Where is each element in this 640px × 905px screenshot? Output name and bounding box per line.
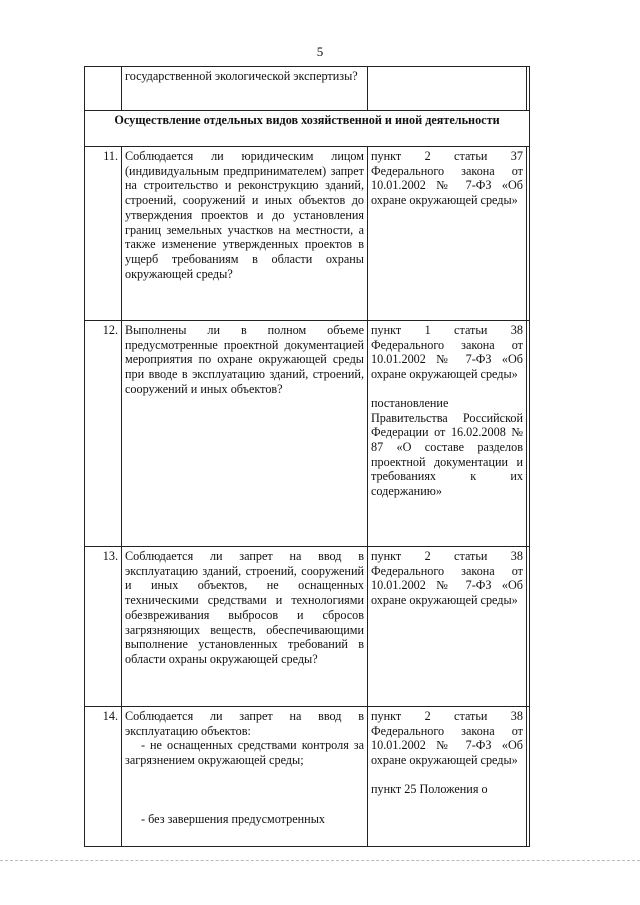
note-cell bbox=[527, 67, 530, 111]
table-row bbox=[85, 147, 530, 321]
law-reference bbox=[368, 707, 527, 847]
row-number-cell bbox=[85, 67, 122, 111]
note-cell bbox=[527, 707, 530, 847]
section-row bbox=[85, 111, 530, 147]
question-sub-2: - без завершения предусмотренных bbox=[141, 811, 325, 826]
checklist-table bbox=[84, 66, 530, 847]
question-intro: Соблюдается ли запрет на ввод в эксплуатацию объектов: bbox=[125, 709, 364, 738]
row-number: 12. bbox=[85, 321, 122, 547]
scan-edge-line bbox=[0, 860, 640, 862]
note-cell bbox=[527, 547, 530, 707]
question-text: Выполнены ли в полном объеме предусмотренные проектной документацией мероприятия по охране окружающей среды при вводе в эксплуатацию зданий, строений, сооружений и иных объектов? bbox=[122, 321, 368, 547]
note-cell bbox=[527, 147, 530, 321]
section-heading: Осуществление отдельных видов хозяйственной и иной деятельности bbox=[85, 111, 530, 147]
table-row bbox=[85, 67, 530, 111]
law-reference bbox=[368, 321, 527, 547]
question-sub-1: - не оснащенных средствами контроля за загрязнением окружающей среды; bbox=[125, 738, 364, 768]
note-cell bbox=[527, 321, 530, 547]
table-row bbox=[85, 321, 530, 547]
question-text: Соблюдается ли запрет на ввод в эксплуатацию зданий, строений, сооружений и иных объектов, не оснащенных техническими средствами и технологиями обезвреживания выбросов и сбросов загрязняющих веществ, обеспечивающими выполнение установленных требований в области охраны окружающей среды? bbox=[122, 547, 368, 707]
law-cell bbox=[368, 67, 527, 111]
law-reference: пункт 2 статьи 38 Федерального закона от 10.01.2002 № 7-ФЗ «Об охране окружающей среды» bbox=[368, 547, 527, 707]
law-reference-1: пункт 1 статьи 38 Федерального закона от 10.01.2002 № 7-ФЗ «Об охране окружающей среды» bbox=[371, 323, 523, 382]
law-reference-2: постановление Правительства Российской Федерации от 16.02.2008 № 87 «О составе разделов проектной документации и требованиях к их содержанию» bbox=[371, 395, 523, 499]
page-number: 5 bbox=[316, 44, 324, 59]
row-number: 14. bbox=[85, 707, 122, 847]
row-number: 13. bbox=[85, 547, 122, 707]
law-reference-1: пункт 2 статьи 38 Федерального закона от 10.01.2002 № 7-ФЗ «Об охране окружающей среды» bbox=[371, 709, 523, 768]
question-text bbox=[122, 707, 368, 847]
law-reference: пункт 2 статьи 37 Федерального закона от 10.01.2002 № 7-ФЗ «Об охране окружающей среды» bbox=[368, 147, 527, 321]
question-text: Соблюдается ли юридическим лицом (индивидуальным предпринимателем) запрет на строительство и реконструкцию зданий, строений, сооружений и иных объектов до утверждения проектов и до установления границ земельных участков на местности, а также изменение утвержденных проектов в ущерб требованиям в области охраны окружающей среды? bbox=[122, 147, 368, 321]
question-cell: государственной экологической экспертизы? bbox=[122, 67, 368, 111]
table-row bbox=[85, 707, 530, 847]
law-reference-2: пункт 25 Положения о bbox=[371, 781, 488, 796]
table-row bbox=[85, 547, 530, 707]
row-number: 11. bbox=[85, 147, 122, 321]
